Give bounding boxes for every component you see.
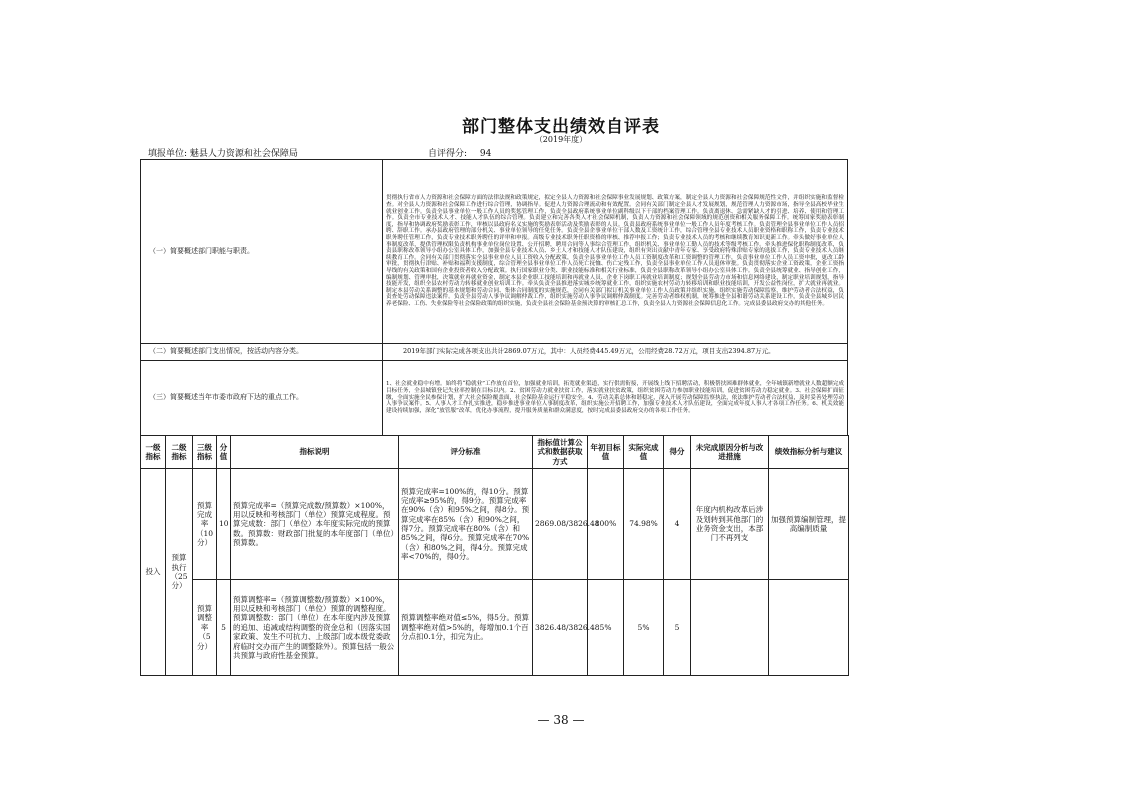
suggestion-cell: 加强预算编制管理，提高编制质量 [769,469,849,580]
page-number: — 38 — [537,713,585,727]
header-level1: 一级指标 [141,436,166,469]
self-score-label: 自评得分: [428,149,468,159]
header-target: 年初目标值 [588,436,624,469]
reason-cell: 年度内机构改革后涉及划转到其他部门的业务资金支出，本部门不再列支 [691,469,769,580]
level3-cell: 预算调整率（5分） [193,580,217,676]
header-weight: 分值 [217,436,231,469]
reason-cell [691,580,769,676]
level3-cell: 预算完成率（10分） [193,469,217,580]
score-cell: 5 [664,580,691,676]
priorities-row [141,361,848,436]
criteria-cell: 预算调整率绝对值≤5%，得5分。预算调整率绝对值>5%的，每增加0.1个百分点扣0.1分，扣完为止。 [399,580,533,676]
duties-row [141,160,848,344]
header-suggestion: 绩效指标分析与建议 [769,436,849,469]
target-cell: 5% [588,580,624,676]
expenditure-row [141,344,848,361]
weight-cell: 5 [217,580,231,676]
header-desc: 指标说明 [231,436,399,469]
header-formula: 指标值计算公式和数据获取方式 [533,436,588,469]
formula-cell: 3826.48/3826.48 [533,580,588,676]
suggestion-cell [769,580,849,676]
header-row [141,436,849,469]
expenditure-text: 2019年部门实际完成各项支出共计2869.07万元，其中：人员经费445.49万元，公用经费28.72万元，项目支出2394.87万元。 [383,344,848,361]
header-level3: 三级指标 [193,436,217,469]
header-level2: 二级指标 [166,436,193,469]
target-cell: 100% [588,469,624,580]
header-actual: 实际完成值 [624,436,664,469]
desc-cell: 预算调整率=（预算调整数/预算数）×100%，用以反映和考核部门（单位）预算的调整程度。预算调整数：部门（单位）在本年度内涉及预算的追加、追减或结构调整的资金总和（因落实国家政策、发生不可抗力、上级部门或本级党委政府临时交办而产生的调整除外）。预算包括一般公共预算与政府性基金预算。 [231,580,399,676]
page-title: 部门整体支出绩效自评表 [462,117,660,137]
duties-text: 贯彻执行省市人力资源和社会保障方面的法律法规和政策规定，拟定全县人力资源和社会保障事业发展规划、政策方案，制定全县人力资源和社会保障规范性文件，并组织实施和监督检查。对全县人力资源和社会保障工作进行综合管理，协调指导。促进人力资源合理流动和有效配置。会同有关部门制定全县人才发展规划，规范管理人力资源市场，指导全县高校毕业生就业创业工作。负责全县事业单位一般工作人员的奖惩管理工作，负责全县政府系统事业单位副科级以下干部的档案管理工作。负责离退休、急需紧缺人才的引进、培养、使用和管理工作。负责全市专业技术人才、技能人才队伍的综合管理。负责建立和完善各类人才社会保障机制，负责人力资源和社会保障领域的规范创资和相关服务保障工作。统筹国家奖励表彰制度，指导和协调政府奖励表彰工作，审核以县政府名义实施的奖励表彰活动及奖励表彰的人员。负责县政府系统事业单位一般工作人员年度考核工作。负责管理全县事业单位工作人员招聘、辞职工作。承办县政府管理的部分机关、事业单位领导的任免任务。负责全县企事业单位干部人数及工资统计工作，综合管理全县专业技术人员职业资格和职称工作，负责专业技术职务聘任管理工作，负责专业技术职务聘任的评审和申报。高级专业技术职务任职资格的审核、推荐申报工作；负责专业技术人员的考核和继续教育知识更新工作。牵头做好事业单位人事制度改革，提供管理权限负责机构事业单位岗位设置、公开招聘，聘用合同等人事综合管理工作，组织机关、事业单位工勤人员的技术等级考核工作。牵头推进保化职称制度改革，负责县职称改革领导小组办公室具体工作，加强全县专业技术人员、乡土人才和技能人才队伍建设，组织有突出贡献中青年专家、享受政府特殊津贴专家的选拔工作，负责专业技术人员继续教育工作。会同有关部门贯彻落实全县事业单位人员工资收入分配政策，负责全县事业单位工作人员工资制度改革和工资调整的管理工作，负责事业单位工作人员工资申批，更改工龄审批，贯彻执行津贴、补贴和福利支援制度，综合管理全县事业单位工作人员死亡抚恤、伤亡定残工作，负责全县事业单位工作人员退休审批。负责贯彻落实企业工资政策，企业工资指导线的有关政策和国有企业投资者收入分配政策。执行国家职业分类、职业技能标准和相关行业标准，负责全县职称改革领导小组办公室具体工作。负责全县统筹就业、指导创业工作，编制规划、管理审批，决策就业再就业资金，制定本县企业职工技能培训和再就业人员、企业下岗职工再就业培训制度；规划全县劳动力市场和信息网络建设，制定职业培训规划，指导技能开发，组织全县农村劳动力转移就业创业培训工作。牵头负责全县推进落实城乡统筹就业工作，组织实施农村劳动力转移培训和职业技能培训，开发公益性岗位，扩大就业再就业。制定本县劳动关系调整的基本规划和劳动合同、集体合同制度的实施规范，会同有关部门拟订机关事业单位工作人员政策并组织实施，组织实施劳动保障监察，维护劳动者合法权益，负责查处劳动保障违法案件。负责全县劳动人事争议调解仲裁工作，组织实施劳动人事争议调解仲裁制度。完善劳动者维权机制，统筹推进全县和谐劳动关系建设工作，负责全县城乡居民养老保险、工伤、失业保险等社会保险政策的组织实施，负责全县社会保险基金预决算的审核汇总工作，负责全县人力资源社会保障信息化工作。完成县委县政府交办的其他任务。 [383,160,848,344]
actual-cell: 5% [624,580,664,676]
page-subtitle: （2019年度） [534,135,588,144]
formula-cell: 2869.08/3826.48 [533,469,588,580]
table-row [141,469,849,580]
actual-cell: 74.98% [624,469,664,580]
duties-label: （一）简要概述部门职能与职责。 [141,160,383,344]
level2-cell: 预算执行（25分） [166,469,193,676]
overview-table [140,159,848,436]
level1-cell: 投入 [141,469,166,676]
indicator-table [140,435,849,676]
criteria-cell: 预算完成率=100%的，得10分。预算完成率≥95%的，得9分。预算完成率在90%（含）和95%之间，得8分。预算完成率在85%（含）和90%之间，得7分。预算完成率在80%（含）和85%之间，得6分。预算完成率在70%（含）和80%之间，得4分。预算完成率<70%的，得0分。 [399,469,533,580]
score-cell: 4 [664,469,691,580]
header-reason: 未完成原因分析与改进措施 [691,436,769,469]
self-score-value: 94 [479,149,492,159]
priorities-text: 1、社会就业稳中有增。始终将“稳就业”工作放在首位，加强就业培训，拓宽就业渠道，实行供需衔接，开展线上线下招聘活动，积极帮扶困难群体就业，全年城镇新增就业人数超额完成目标任务，全县城镇登记失业率控制在目标以内。2、贫困劳动力就业扶贫工作，落实就业扶贫政策，组织贫困劳动力参加职业技能培训，促进贫困劳动力稳定就业。3、社会保障扩面征缴，全面实施全民参保计划，扩大社会保险覆盖面，社会保险基金运行平稳安全。4、劳动关系总体和谐稳定，深入开展劳动保障监察执法，依法维护劳动者合法权益，及时妥善处理劳动人事争议案件。5、人事人才工作扎实推进，稳步推进事业单位人事制度改革，组织实施公开招聘工作，加强专业技术人才队伍建设，全面完成年度人事人才各项工作任务。6、机关效能建设持续加强，深化“放管服”改革，优化办事流程，提升服务质量和群众满意度，按时完成县委县政府交办的各项工作任务。 [383,361,848,436]
priorities-label: （三）简要概述当年市委市政府下达的重点工作。 [141,361,383,436]
table-row [141,580,849,676]
desc-cell: 预算完成率=（预算完成数/预算数）×100%，用以反映和考核部门（单位）预算完成程度。预算完成数：部门（单位）本年度实际完成的预算数。预算数：财政部门批复的本年度部门（单位）预算数。 [231,469,399,580]
fill-unit: 填报单位: 魅县人力资源和社会保障局 [148,149,298,159]
header-criteria: 评分标准 [399,436,533,469]
expenditure-label: （二）简要概述部门支出情况，按活动内容分类。 [141,344,383,361]
weight-cell: 10 [217,469,231,580]
self-score [428,146,491,159]
header-score: 得分 [664,436,691,469]
